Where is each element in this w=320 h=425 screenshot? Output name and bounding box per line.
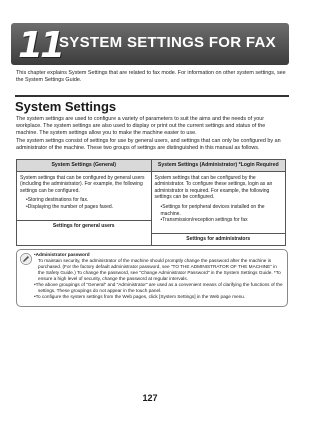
page-number: 127 xyxy=(142,393,158,403)
table-header-general: System Settings (General) xyxy=(17,160,152,172)
note-item: • The above groupings of "General" and "Administrator" are used as a convenient means of clarifying the functions of the settings. These groupings do not appear in the touch panel. xyxy=(33,282,283,294)
table-header-admin: System Settings (Administrator) *Login Required xyxy=(151,160,286,172)
section-paragraph: The system settings consist of settings for use by general users, and settings that can only be configured by an administrator of the machine. These two groups of settings are distinguished in this manual as follows. xyxy=(16,137,281,151)
admin-bullets xyxy=(155,204,283,224)
chapter-banner xyxy=(11,23,289,65)
admin-description: System settings that can be configured by the administrator. To configure these settings, login as an administrator is required. For example, the following settings can be configured. xyxy=(154,174,273,201)
chapter-number: 11 xyxy=(18,25,63,66)
chapter-intro: This chapter explains System Settings that are related to fax mode. For information on other system settings, see the System Settings Guide. xyxy=(16,70,286,84)
pencil-icon xyxy=(20,253,32,265)
list-item: • Settings for peripheral devices installed on the machine. xyxy=(161,204,283,217)
chapter-title: SYSTEM SETTINGS FOR FAX xyxy=(59,34,276,51)
note-item: • To configure the system settings from the Web pages, click [System Settings] in the Web page menu. xyxy=(33,294,283,300)
general-footer: Settings for general users xyxy=(17,220,151,232)
note-box xyxy=(16,249,288,307)
list-item: • Storing destinations for fax. xyxy=(26,197,148,204)
admin-footer: Settings for administrators xyxy=(152,233,286,245)
section-paragraph: The system settings are used to configure a variety of parameters to suit the aims and the needs of your workplace. The system settings are also used to display or print out the current settings and status of the machine. The system settings allow you to make the machine easier to use. xyxy=(16,116,266,137)
general-bullets xyxy=(20,197,148,210)
admin-cell xyxy=(151,171,286,245)
general-description: System settings that can be configured by general users (including the administrator). For example, the following settings can be configured. xyxy=(20,174,145,194)
settings-comparison-table xyxy=(16,159,286,246)
section-header xyxy=(15,95,289,115)
general-cell xyxy=(17,171,152,245)
section-body xyxy=(16,116,288,152)
section-heading: System Settings xyxy=(15,99,117,114)
note-list xyxy=(33,252,283,300)
note-item-text: To maintain security, the administrator of the machine should promptly change the password after the machine is purchased. (For the factory default administrator password, see "TO THE ADMINISTRATOR OF THE MACHINE" in the Safety Guide.) To change the password, see "Change Administrator Password" in the System Settings Guide. *To ensure a high level of security, change the password at regular intervals. xyxy=(38,258,281,281)
list-item: • Displaying the number of pages faxed. xyxy=(26,204,148,211)
note-item-title: Administrator password xyxy=(35,252,90,257)
list-item: • Transmission/reception settings for fax xyxy=(161,217,283,224)
note-item xyxy=(33,252,283,282)
